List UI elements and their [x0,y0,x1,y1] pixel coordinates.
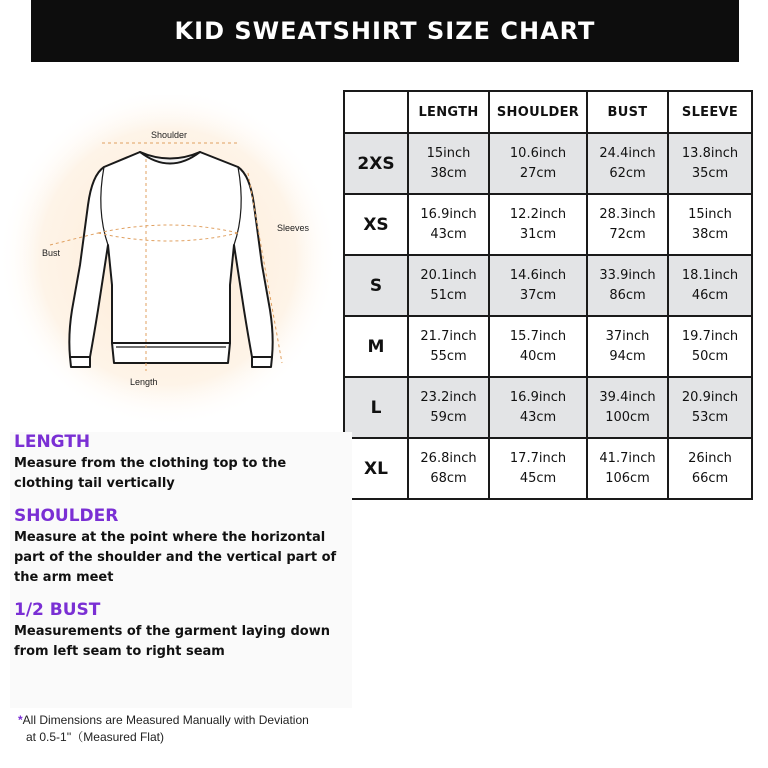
size-label: XL [344,438,408,499]
header-sleeve: SLEEVE [668,91,752,133]
length-cell [408,133,489,194]
table-row [344,133,752,194]
bust-inch: 37inch [605,328,650,344]
sleeve-inch: 19.7inch [681,328,739,344]
length-inch: 21.7inch [420,328,477,344]
size-label: M [344,316,408,377]
length-cm: 59cm [430,409,467,425]
sleeve-cell [668,255,752,316]
sleeve-cell [668,438,752,499]
shoulder-cell [489,194,587,255]
footnote-line-2: at 0.5-1''（Measured Flat) [26,730,164,744]
bust-inch: 24.4inch [599,145,656,161]
shoulder-inch: 16.9inch [509,389,567,405]
table-row [344,194,752,255]
length-note-body: Measure from the clothing top to the clothing tail vertically [14,456,287,491]
length-cell [408,438,489,499]
shoulder-cell [489,377,587,438]
bust-cm: 72cm [609,226,646,242]
table-row [344,255,752,316]
bust-cell [587,377,668,438]
sleeve-cm: 50cm [691,348,729,364]
shoulder-cm: 40cm [519,348,557,364]
footnote-star: * [18,713,23,727]
length-inch: 16.9inch [420,206,477,222]
size-label: 2XS [344,133,408,194]
bust-cell [587,316,668,377]
shoulder-cell [489,133,587,194]
shoulder-inch: 14.6inch [509,267,567,283]
bust-cell [587,133,668,194]
length-cm: 55cm [430,348,467,364]
bust-note-title: 1/2 BUST [14,600,101,620]
size-label: L [344,377,408,438]
length-cm: 38cm [430,165,467,181]
length-inch: 23.2inch [420,389,477,405]
bust-inch: 41.7inch [599,450,656,466]
sleeve-cell [668,377,752,438]
bust-inch: 39.4inch [599,389,656,405]
sleeve-inch: 15inch [688,206,732,222]
bust-cell [587,255,668,316]
sleeve-cm: 35cm [691,165,729,181]
sweatshirt-diagram [0,95,350,425]
measurement-notes [10,432,352,708]
shoulder-cell [489,438,587,499]
length-inch: 15inch [426,145,471,161]
length-cell [408,194,489,255]
chart-title: KID SWEATSHIRT SIZE CHART [174,17,596,45]
shoulder-cm: 43cm [519,409,557,425]
footnote-line-1: All Dimensions are Measured Manually with Deviation [22,713,309,727]
shoulder-cm: 27cm [519,165,557,181]
bust-cell [587,438,668,499]
sleeve-cm: 46cm [691,287,729,303]
sleeve-inch: 20.9inch [681,389,739,405]
shoulder-note-title: SHOULDER [14,506,119,526]
chart-title-bar [31,0,739,62]
bust-cm: 86cm [609,287,646,303]
size-table [343,90,753,500]
bust-cell [587,194,668,255]
length-cell [408,316,489,377]
shoulder-label: Shoulder [151,130,188,140]
table-row [344,438,752,499]
bust-cm: 100cm [605,409,650,425]
length-label: Length [130,377,158,387]
length-cell [408,377,489,438]
shoulder-cell [489,255,587,316]
header-length: LENGTH [408,91,489,133]
sleeve-cell [668,194,752,255]
sweatshirt-illustration [0,95,350,425]
length-cm: 68cm [430,470,467,486]
sleeve-inch: 18.1inch [681,267,739,283]
shoulder-inch: 10.6inch [509,145,567,161]
shoulder-inch: 15.7inch [509,328,567,344]
bust-note-body: Measurements of the garment laying down from left seam to right seam [14,624,330,659]
bust-inch: 28.3inch [599,206,656,222]
shoulder-note-body: Measure at the point where the horizontal part of the shoulder and the vertical part of the arm meet [14,530,337,585]
sleeve-cm: 66cm [691,470,729,486]
bust-inch: 33.9inch [599,267,656,283]
measurement-footnote [18,712,368,746]
length-cell [408,255,489,316]
length-inch: 26.8inch [420,450,477,466]
sleeve-cell [668,133,752,194]
header-bust: BUST [587,91,668,133]
length-note-title: LENGTH [14,432,91,452]
shoulder-cm: 31cm [519,226,557,242]
table-header-row [344,91,752,133]
bust-cm: 62cm [609,165,646,181]
shoulder-cell [489,316,587,377]
bust-cm: 106cm [605,470,650,486]
header-size [344,91,408,133]
table-row [344,316,752,377]
length-cm: 51cm [430,287,467,303]
sleeve-cm: 38cm [691,226,729,242]
sleeves-label: Sleeves [277,223,310,233]
shoulder-inch: 12.2inch [509,206,567,222]
bust-cm: 94cm [609,348,646,364]
size-label: XS [344,194,408,255]
table-row [344,377,752,438]
shoulder-inch: 17.7inch [509,450,567,466]
sleeve-inch: 26inch [688,450,732,466]
shoulder-cm: 45cm [519,470,557,486]
bust-label: Bust [42,248,61,258]
sleeve-cell [668,316,752,377]
size-label: S [344,255,408,316]
sleeve-cm: 53cm [691,409,729,425]
shoulder-cm: 37cm [519,287,557,303]
length-inch: 20.1inch [420,267,477,283]
length-cm: 43cm [430,226,467,242]
sleeve-inch: 13.8inch [681,145,739,161]
header-shoulder: SHOULDER [489,91,587,133]
